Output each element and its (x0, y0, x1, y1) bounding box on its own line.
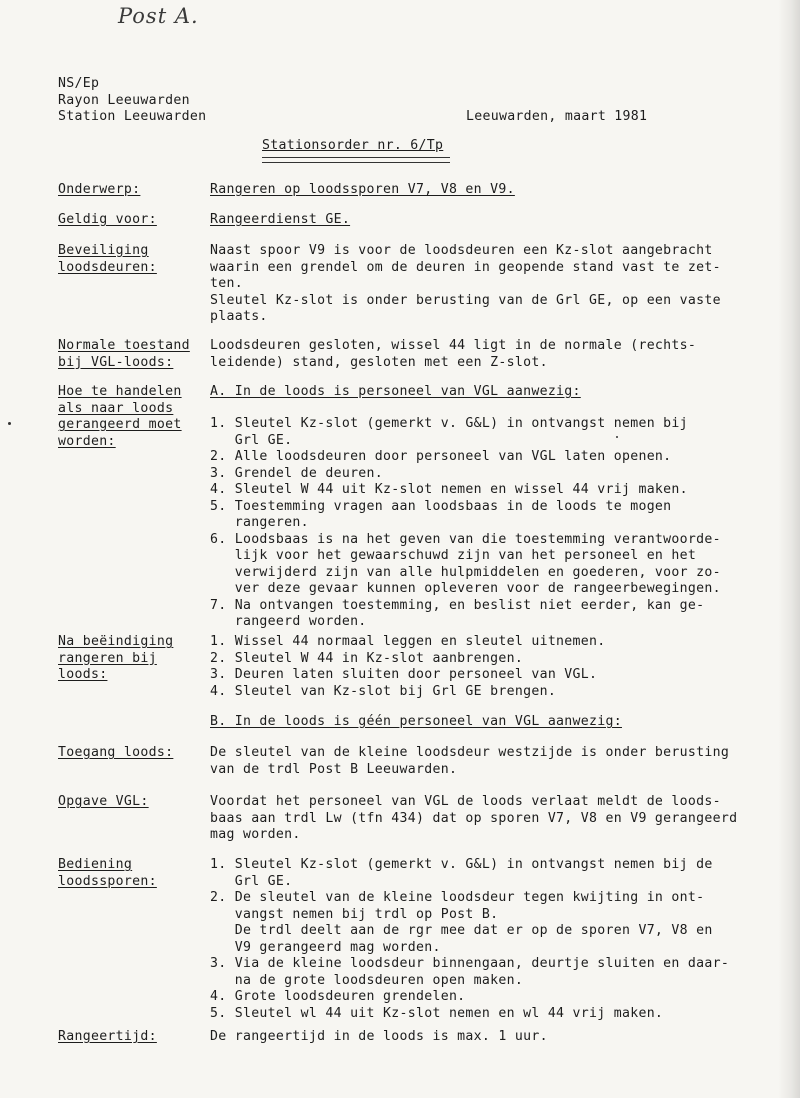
header-station: Station Leeuwarden (58, 109, 207, 124)
label-toegang-loods: Toegang loods: (58, 745, 174, 760)
label-beveiliging: Beveiliging loodsdeuren: (58, 243, 157, 275)
label-bediening: Bediening loodssporen: (58, 857, 157, 889)
text-beveiliging: Naast spoor V9 is voor de loodsdeuren een Kz-slot aangebracht waarin een grendel om de deuren in geopende stand vast te zet- ten. Sleutel Kz-slot is onder berusting van de Grl GE, op een vaste plaats. (210, 243, 721, 324)
label-geldig-voor: Geldig voor: (58, 212, 157, 227)
handwritten-note: Post A. (118, 4, 199, 28)
text-opgave-vgl: Voordat het personeel van VGL de loods verlaat meldt de loods- baas aan trdl Lw (tfn 434) dat op sporen V7, V8 en V9 gerangeerd mag worden. (210, 794, 738, 842)
document-title: Stationsorder nr. 6/Tp (262, 138, 444, 153)
label-normale-toestand: Normale toestand bij VGL-loods: (58, 338, 190, 370)
scan-speck (616, 436, 618, 438)
header-org: NS/Ep (58, 76, 100, 91)
label-na-beeindiging: Na beëindiging rangeren bij loods: (58, 634, 174, 682)
text-toegang-loods: De sleutel van de kleine loodsdeur westzijde is onder berusting van de trdl Post B Leeuwarden. (210, 745, 730, 777)
label-onderwerp: Onderwerp: (58, 182, 141, 197)
steps-bediening: 1. Sleutel Kz-slot (gemerkt v. G&L) in ontvangst nemen bij de Grl GE. 2. De sleutel van de kleine loodsdeur tegen kwijting in ont- vangst nemen bij trdl op Post B. De trdl deelt aan de rgr mee dat er op de sporen V7, V8 en V9 gerangeerd mag worden. 3. Via de kleine loodsdeur binnengaan, deurtje sluiten en daar- na de grote loodsdeuren open maken. 4. Grote loodsdeuren grendelen. 5. Sleutel wl 44 uit Kz-slot nemen en wl 44 vrij maken. (210, 857, 730, 1021)
label-hoe-te-handelen: Hoe te handelen als naar loods gerangeerd moet worden: (58, 384, 182, 449)
text-rangeertijd: De rangeertijd in de loods is max. 1 uur. (210, 1029, 548, 1044)
page-edge-shadow (778, 0, 800, 1098)
text-geldig-voor: Rangeerdienst GE. (210, 212, 351, 227)
steps-beeindiging: 1. Wissel 44 normaal leggen en sleutel uitnemen. 2. Sleutel W 44 in Kz-slot aanbrengen. 3. Deuren laten sluiten door personeel van VGL. 4. Sleutel van Kz-slot bij Grl GE brengen. (210, 634, 606, 699)
label-opgave-vgl: Opgave VGL: (58, 794, 149, 809)
title-double-rule (262, 157, 450, 163)
header-rayon: Rayon Leeuwarden (58, 92, 190, 108)
scan-speck (8, 422, 11, 425)
steps-section-a: 1. Sleutel Kz-slot (gemerkt v. G&L) in ontvangst nemen bij Grl GE. 2. Alle loodsdeuren door personeel van VGL laten openen. 3. Grendel de deuren. 4. Sleutel W 44 uit Kz-slot nemen en wissel 44 vrij maken. 5. Toestemming vragen aan loodsbaas in de loods te mogen rangeren. 6. Loodsbaas is na het geven van die toestemming verantwoorde- lijk voor het gewaarschuwd zijn van het personeel en het verwijderd zijn van alle hulpmiddelen en goederen, voor zo- ver deze gevaar kunnen opleveren voor de rangeerbewegingen. 7. Na ontvangen toestemming, en beslist niet eerder, kan ge- rangeerd worden. (210, 416, 721, 629)
heading-section-a: A. In de loods is personeel van VGL aanwezig: (210, 384, 581, 399)
heading-section-b: B. In de loods is géén personeel van VGL aanwezig: (210, 714, 622, 729)
label-rangeertijd: Rangeertijd: (58, 1029, 157, 1044)
text-normale-toestand: Loodsdeuren gesloten, wissel 44 ligt in de normale (rechts- leidende) stand, gesloten met een Z-slot. (210, 338, 697, 370)
document-date: Leeuwarden, maart 1981 (466, 109, 648, 124)
text-onderwerp: Rangeren op loodssporen V7, V8 en V9. (210, 182, 515, 197)
header-org-block (58, 76, 206, 126)
